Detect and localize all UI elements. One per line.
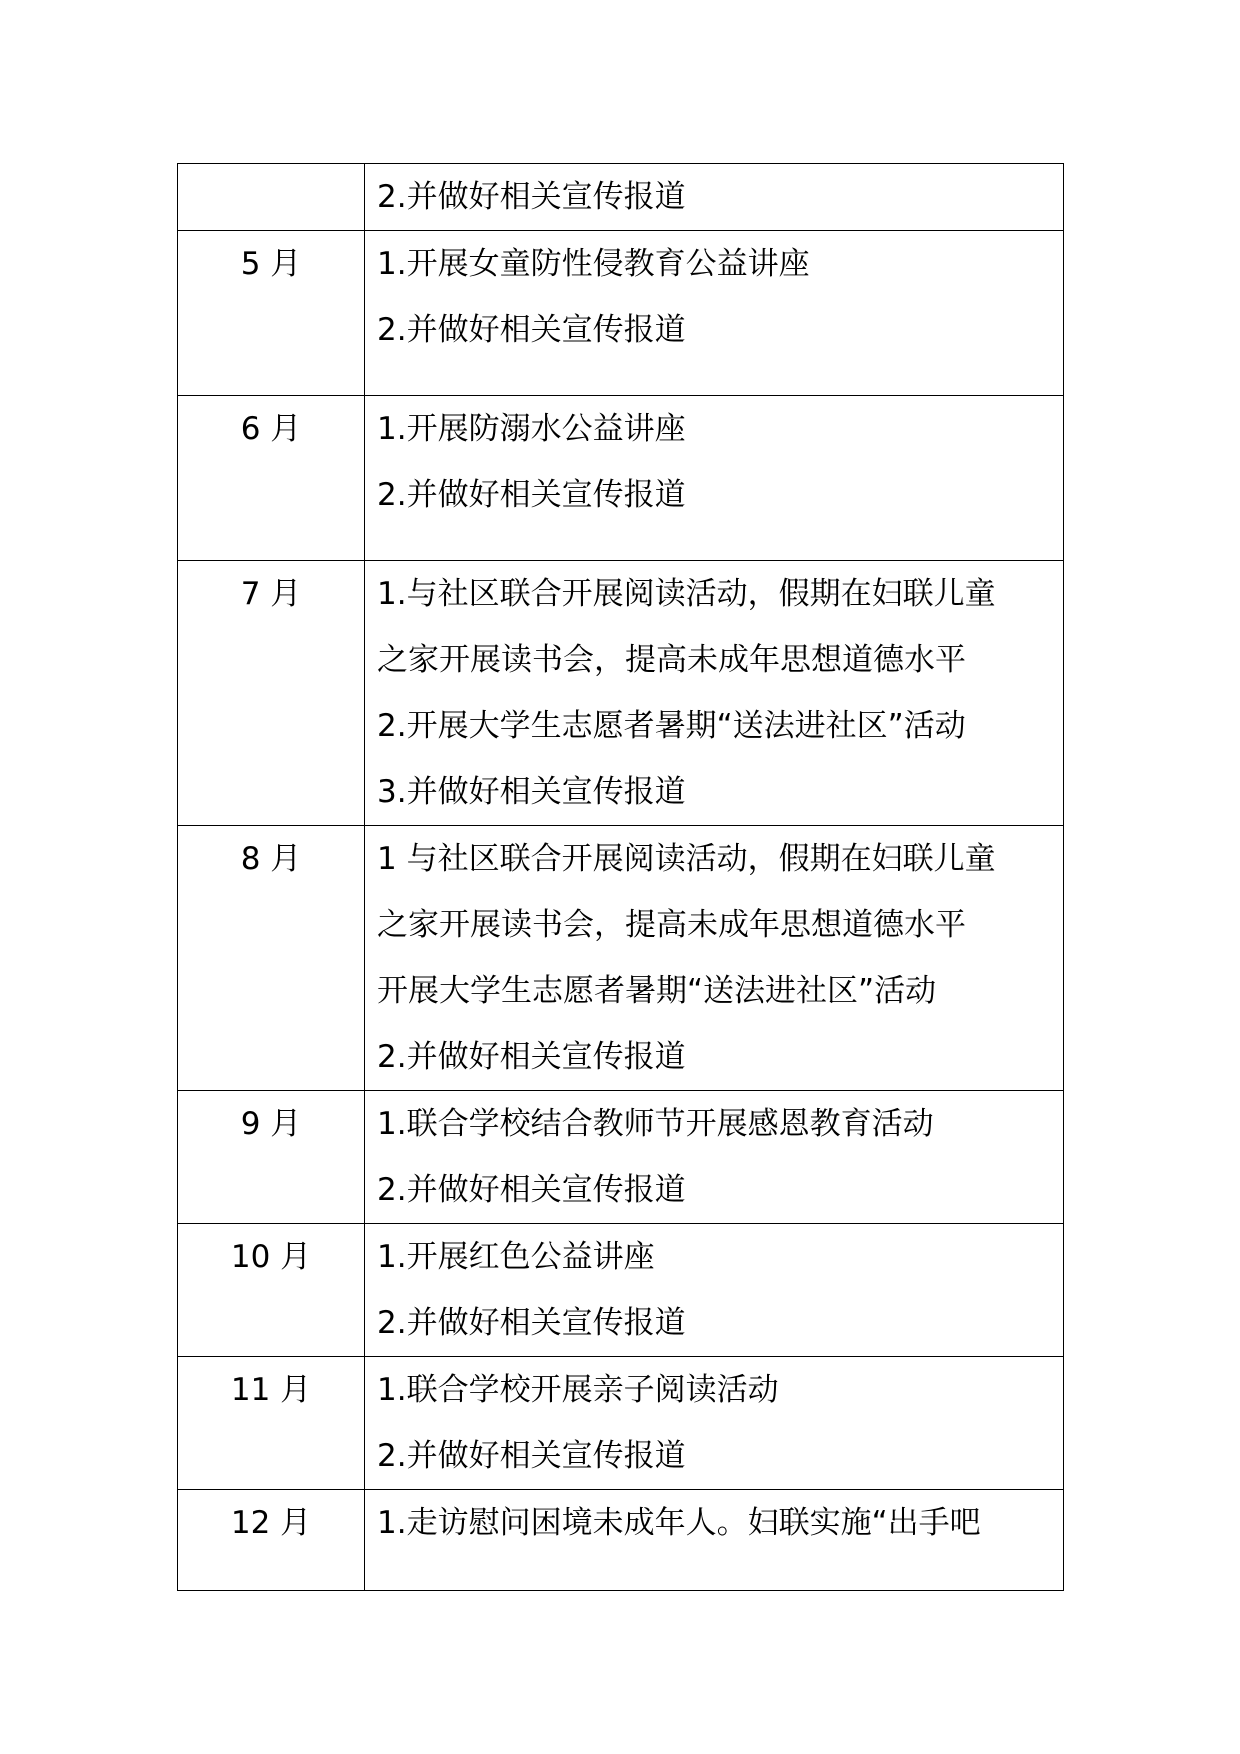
month-cell: 9 月 [178, 1091, 365, 1224]
table-row [178, 1490, 1064, 1591]
activity-line: 3.并做好相关宣传报道 [377, 774, 686, 810]
activity-cell [365, 561, 1064, 826]
activity-line: 之家开展读书会，提高未成年思想道德水平 [377, 642, 966, 678]
month-cell: 6 月 [178, 396, 365, 561]
activity-line: 2.开展大学生志愿者暑期“送法进社区”活动 [377, 708, 966, 744]
activity-cell [365, 164, 1064, 231]
month-cell [178, 164, 365, 231]
table-row [178, 164, 1064, 231]
schedule-table [177, 163, 1064, 1591]
table-row [178, 1357, 1064, 1490]
activity-line: 2.并做好相关宣传报道 [377, 312, 686, 348]
month-cell: 5 月 [178, 231, 365, 396]
month-cell: 10 月 [178, 1224, 365, 1357]
activity-line: 1.开展防溺水公益讲座 [377, 411, 686, 447]
activity-line: 1.走访慰问困境未成年人。妇联实施“出手吧 [377, 1505, 981, 1541]
activity-line: 之家开展读书会，提高未成年思想道德水平 [377, 907, 966, 943]
table-row [178, 826, 1064, 1091]
activity-line: 开展大学生志愿者暑期“送法进社区”活动 [377, 973, 937, 1009]
activity-line: 2.并做好相关宣传报道 [377, 477, 686, 513]
table-row [178, 1091, 1064, 1224]
activity-line: 1.联合学校结合教师节开展感恩教育活动 [377, 1106, 934, 1142]
activity-line: 2.并做好相关宣传报道 [377, 1438, 686, 1474]
table-row [178, 561, 1064, 826]
activity-line: 2.并做好相关宣传报道 [377, 1172, 686, 1208]
month-cell: 7 月 [178, 561, 365, 826]
activity-line: 1.开展红色公益讲座 [377, 1239, 655, 1275]
table-row [178, 1224, 1064, 1357]
activity-cell [365, 1490, 1064, 1591]
activity-line: 1.开展女童防性侵教育公益讲座 [377, 246, 810, 282]
activity-line: 1 与社区联合开展阅读活动，假期在妇联儿童 [377, 841, 996, 877]
activity-cell [365, 1224, 1064, 1357]
table-row [178, 396, 1064, 561]
activity-line: 1.与社区联合开展阅读活动，假期在妇联儿童 [377, 576, 996, 612]
activity-cell [365, 231, 1064, 396]
activity-cell [365, 1357, 1064, 1490]
table-row [178, 231, 1064, 396]
activity-cell [365, 396, 1064, 561]
month-cell: 8 月 [178, 826, 365, 1091]
activity-line: 2.并做好相关宣传报道 [377, 1305, 686, 1341]
activity-line: 1.联合学校开展亲子阅读活动 [377, 1372, 779, 1408]
month-cell: 11 月 [178, 1357, 365, 1490]
month-cell: 12 月 [178, 1490, 365, 1591]
activity-cell [365, 826, 1064, 1091]
activity-cell [365, 1091, 1064, 1224]
activity-line: 2.并做好相关宣传报道 [377, 179, 686, 215]
activity-line: 2.并做好相关宣传报道 [377, 1039, 686, 1075]
